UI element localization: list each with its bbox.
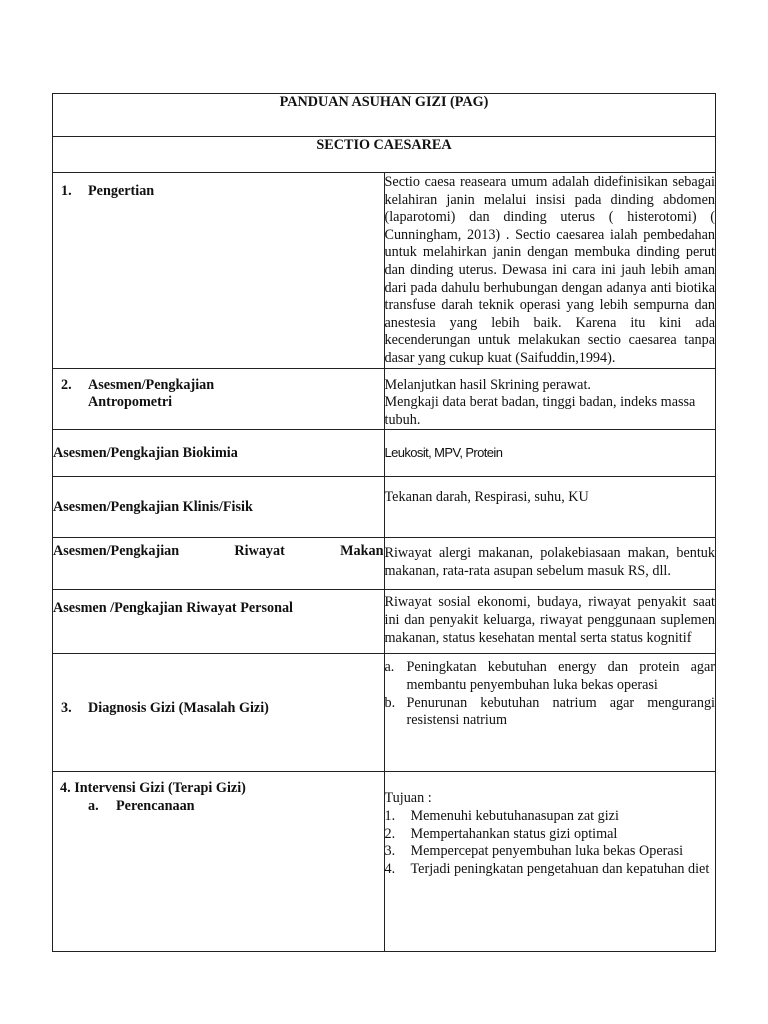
tujuan-label: Tujuan :	[384, 790, 432, 807]
riwayat-personal-label: Asesmen /Pengkajian Riwayat Personal	[53, 590, 385, 654]
antropometri-line-2: Mengkaji data berat badan, tinggi badan, indeks massa tubuh.	[384, 394, 696, 428]
diagnosis-item: a. Peningkatan kebutuhan energy dan protein agar membantu penyembuhan luka bekas operasi	[384, 659, 715, 693]
perencanaan-marker: a.	[88, 797, 99, 814]
row-riwayat-personal	[53, 590, 716, 654]
antropometri-label-cell	[53, 368, 385, 430]
pengertian-text: Sectio caesa reaseara umum adalah didefinisikan sebagai kelahiran janin melalui insisi pada dinding abdomen (laparotomi) dan dinding uterus ( histerotomi) ( Cunningham, 2013) . Sectio caesarea ialah pembedahan untuk melahirkan janin dengan membuka dinding perut dan dinding uterus. Dewasa ini cara ini jauh lebih aman dari pada dahulu berhubungan dengan adanya anti biotika transfuse darah teknik operasi yang lebih sempurna dan anestesia yang lebih baik. Karena itu kini ada kecenderungan untuk melakukan sectio caesarea tanpa dasar yang cukup kuat (Saifuddin,1994).	[384, 173, 716, 369]
diagnosis-label: Diagnosis Gizi (Masalah Gizi)	[88, 700, 269, 717]
klinis-label: Asesmen/Pengkajian Klinis/Fisik	[53, 477, 385, 538]
row-pengertian	[53, 173, 716, 369]
row-riwayat-makan	[53, 538, 716, 590]
pengertian-number: 1.	[61, 183, 72, 199]
riwayat-makan-text: Riwayat alergi makanan, polakebiasaan makan, bentuk makanan, rata-rata asupan sebelum masuk RS, dll.	[384, 538, 716, 590]
biokimia-text: Leukosit, MPV, Protein	[384, 445, 503, 461]
tujuan-item: 2. Mempertahankan status gizi optimal	[384, 825, 618, 842]
klinis-text: Tekanan darah, Respirasi, suhu, KU	[384, 477, 716, 538]
intervensi-label-cell	[53, 772, 385, 952]
tujuan-item: 3. Mempercepat penyembuhan luka bekas Operasi	[384, 843, 684, 860]
pag-table	[52, 93, 716, 952]
subtitle-row	[53, 137, 716, 173]
antropometri-number: 2.	[61, 376, 72, 393]
diagnosis-item: b. Penurunan kebutuhan natrium agar mengurangi resistensi natrium	[384, 694, 715, 729]
biokimia-label: Asesmen/Pengkajian Biokimia	[53, 430, 385, 477]
row-intervensi	[53, 772, 716, 952]
tujuan-list	[385, 808, 716, 878]
antropometri-label: Asesmen/Pengkajian Antropometri	[88, 376, 215, 411]
antropometri-line-1: Melanjutkan hasil Skrining perawat.	[384, 376, 591, 393]
title-row	[53, 94, 716, 137]
row-klinis	[53, 477, 716, 538]
tujuan-item: 4. Terjadi peningkatan pengetahuan dan kepatuhan diet	[384, 860, 710, 877]
document-title: PANDUAN ASUHAN GIZI (PAG)	[53, 94, 716, 137]
perencanaan-label: Perencanaan	[116, 797, 195, 814]
diagnosis-list-cell	[384, 654, 716, 772]
intervensi-content-cell	[384, 772, 716, 952]
row-antropometri	[53, 368, 716, 430]
diagnosis-list	[385, 659, 716, 729]
tujuan-item: 1. Memenuhi kebutuhanasupan zat gizi	[384, 807, 619, 824]
riwayat-makan-label: Asesmen/Pengkajian Riwayat Makan	[53, 538, 385, 590]
pengertian-label: Pengertian	[88, 183, 155, 199]
riwayat-personal-text: Riwayat sosial ekonomi, budaya, riwayat penyakit saat ini dan penyakit keluarga, riwayat penggunaan suplemen makanan, status kesehatan mental serta status kognitif	[384, 590, 716, 654]
diagnosis-number: 3.	[61, 700, 72, 717]
pengertian-label-cell	[53, 173, 385, 369]
row-diagnosis	[53, 654, 716, 772]
document-subtitle: SECTIO CAESAREA	[53, 137, 716, 173]
diagnosis-label-cell	[53, 654, 385, 772]
intervensi-label: 4. Intervensi Gizi (Terapi Gizi)	[60, 780, 246, 797]
row-biokimia	[53, 430, 716, 477]
antropometri-text-cell	[384, 368, 716, 430]
